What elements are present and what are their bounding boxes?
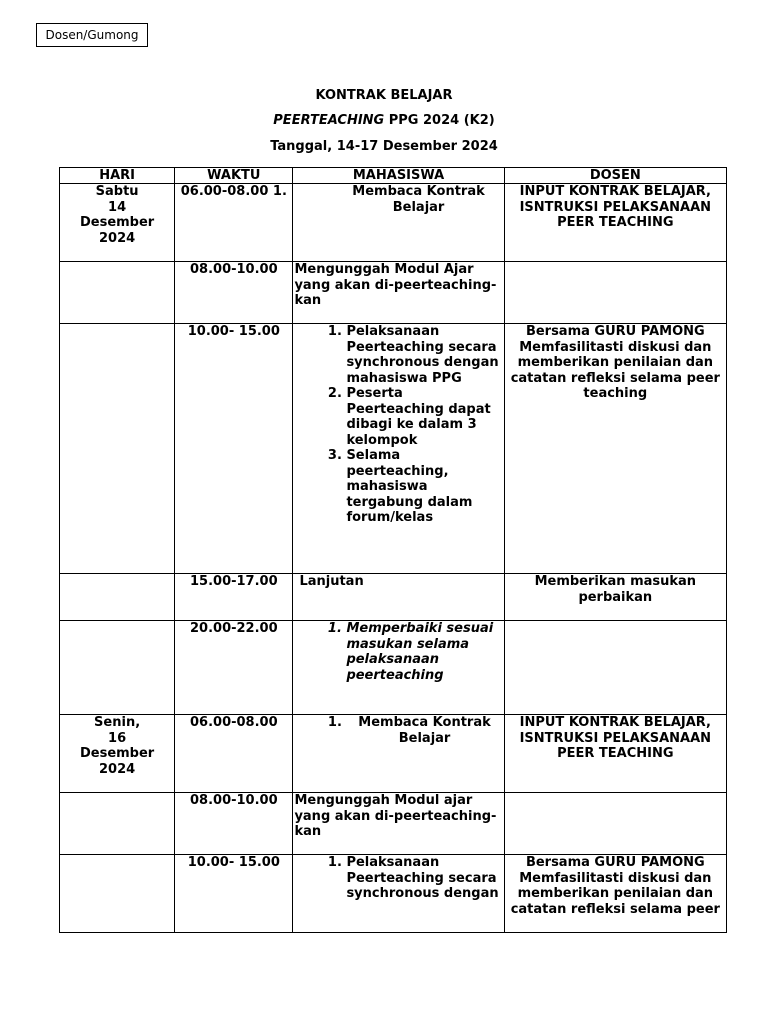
subtitle-rest: PPG 2024 (K2) <box>384 113 495 128</box>
cell-waktu: 08.00-10.00 <box>175 262 293 324</box>
document-subtitle <box>0 113 768 128</box>
table-row <box>60 715 727 793</box>
cell-dosen: INPUT KONTRAK BELAJAR, ISNTRUKSI PELAKSANAAN PEER TEACHING <box>504 715 726 793</box>
cell-mahasiswa <box>293 574 504 621</box>
cell-hari <box>60 324 175 574</box>
table-row <box>60 262 727 324</box>
cell-waktu <box>175 184 293 262</box>
list-item: 3. Selama peerteaching, mahasiswa tergabung dalam forum/kelas <box>346 448 502 526</box>
list-item: 1. Pelaksanaan Peerteaching secara synchronous dengan <box>346 855 502 902</box>
cell-mahasiswa: Mengunggah Modul ajar yang akan di-peerteaching-kan <box>293 793 504 855</box>
cell-dosen: INPUT KONTRAK BELAJAR, ISNTRUKSI PELAKSANAAN PEER TEACHING <box>504 184 726 262</box>
cell-mahasiswa <box>293 324 504 574</box>
cell-hari: Sabtu 14 Desember 2024 <box>60 184 175 262</box>
cell-mahasiswa <box>293 715 504 793</box>
cell-dosen: Bersama GURU PAMONG Memfasilitasti diskusi dan memberikan penilaian dan catatan refleksi selama peer teaching <box>504 324 726 574</box>
table-header-row <box>60 168 727 184</box>
document-date-line: Tanggal, 14-17 Desember 2024 <box>270 139 498 154</box>
activity-list <box>294 621 502 683</box>
column-header-hari: HARI <box>60 168 175 184</box>
table-row <box>60 574 727 621</box>
cell-waktu: 20.00-22.00 <box>175 621 293 715</box>
activity-list <box>294 715 502 746</box>
cell-dosen: Bersama GURU PAMONG Memfasilitasti diskusi dan memberikan penilaian dan catatan refleksi selama peer <box>504 855 726 933</box>
cell-waktu: 15.00-17.00 <box>175 574 293 621</box>
cell-hari <box>60 621 175 715</box>
cell-waktu: 08.00-10.00 <box>175 793 293 855</box>
subtitle-italic: PEERTEACHING <box>273 113 385 128</box>
cell-hari <box>60 855 175 933</box>
cell-mahasiswa <box>293 184 504 262</box>
cell-dosen <box>504 262 726 324</box>
cell-dosen <box>504 621 726 715</box>
cell-waktu: 10.00- 15.00 <box>175 324 293 574</box>
time-value: 06.00-08.00 <box>180 184 269 199</box>
item-number: 1. <box>272 184 287 199</box>
cell-mahasiswa <box>293 621 504 715</box>
cell-hari: Senin, 16 Desember 2024 <box>60 715 175 793</box>
activity-list <box>294 324 502 526</box>
table-row <box>60 621 727 715</box>
column-header-waktu: WAKTU <box>175 168 293 184</box>
cell-waktu: 10.00- 15.00 <box>175 855 293 933</box>
cell-mahasiswa <box>293 855 504 933</box>
list-item: 1. Pelaksanaan Peerteaching secara synchronous dengan mahasiswa PPG <box>346 324 502 386</box>
cell-hari <box>60 793 175 855</box>
column-header-dosen: DOSEN <box>504 168 726 184</box>
column-header-mahasiswa: MAHASISWA <box>293 168 504 184</box>
table-row <box>60 855 727 933</box>
list-item: 1. Membaca Kontrak Belajar <box>346 715 502 746</box>
document-title: KONTRAK BELAJAR <box>315 88 453 103</box>
table-row <box>60 184 727 262</box>
table-row <box>60 793 727 855</box>
cell-hari <box>60 262 175 324</box>
list-item: 2. Peserta Peerteaching dapat dibagi ke dalam 3 kelompok <box>346 386 502 448</box>
table-row <box>60 324 727 574</box>
cell-hari <box>60 574 175 621</box>
activity-text: Membaca Kontrak Belajar <box>352 184 485 215</box>
cell-dosen <box>504 793 726 855</box>
document-tag-label: Dosen/Gumong <box>45 28 139 42</box>
document-tag-box <box>36 23 148 47</box>
activity-list <box>294 855 502 902</box>
activity-text: Lanjutan <box>299 574 364 589</box>
list-item: 1. Memperbaiki sesuai masukan selama pelaksanaan peerteaching <box>346 621 502 683</box>
cell-dosen: Memberikan masukan perbaikan <box>504 574 726 621</box>
cell-waktu: 06.00-08.00 <box>175 715 293 793</box>
schedule-table <box>59 167 727 933</box>
cell-mahasiswa: Mengunggah Modul Ajar yang akan di-peerteaching-kan <box>293 262 504 324</box>
